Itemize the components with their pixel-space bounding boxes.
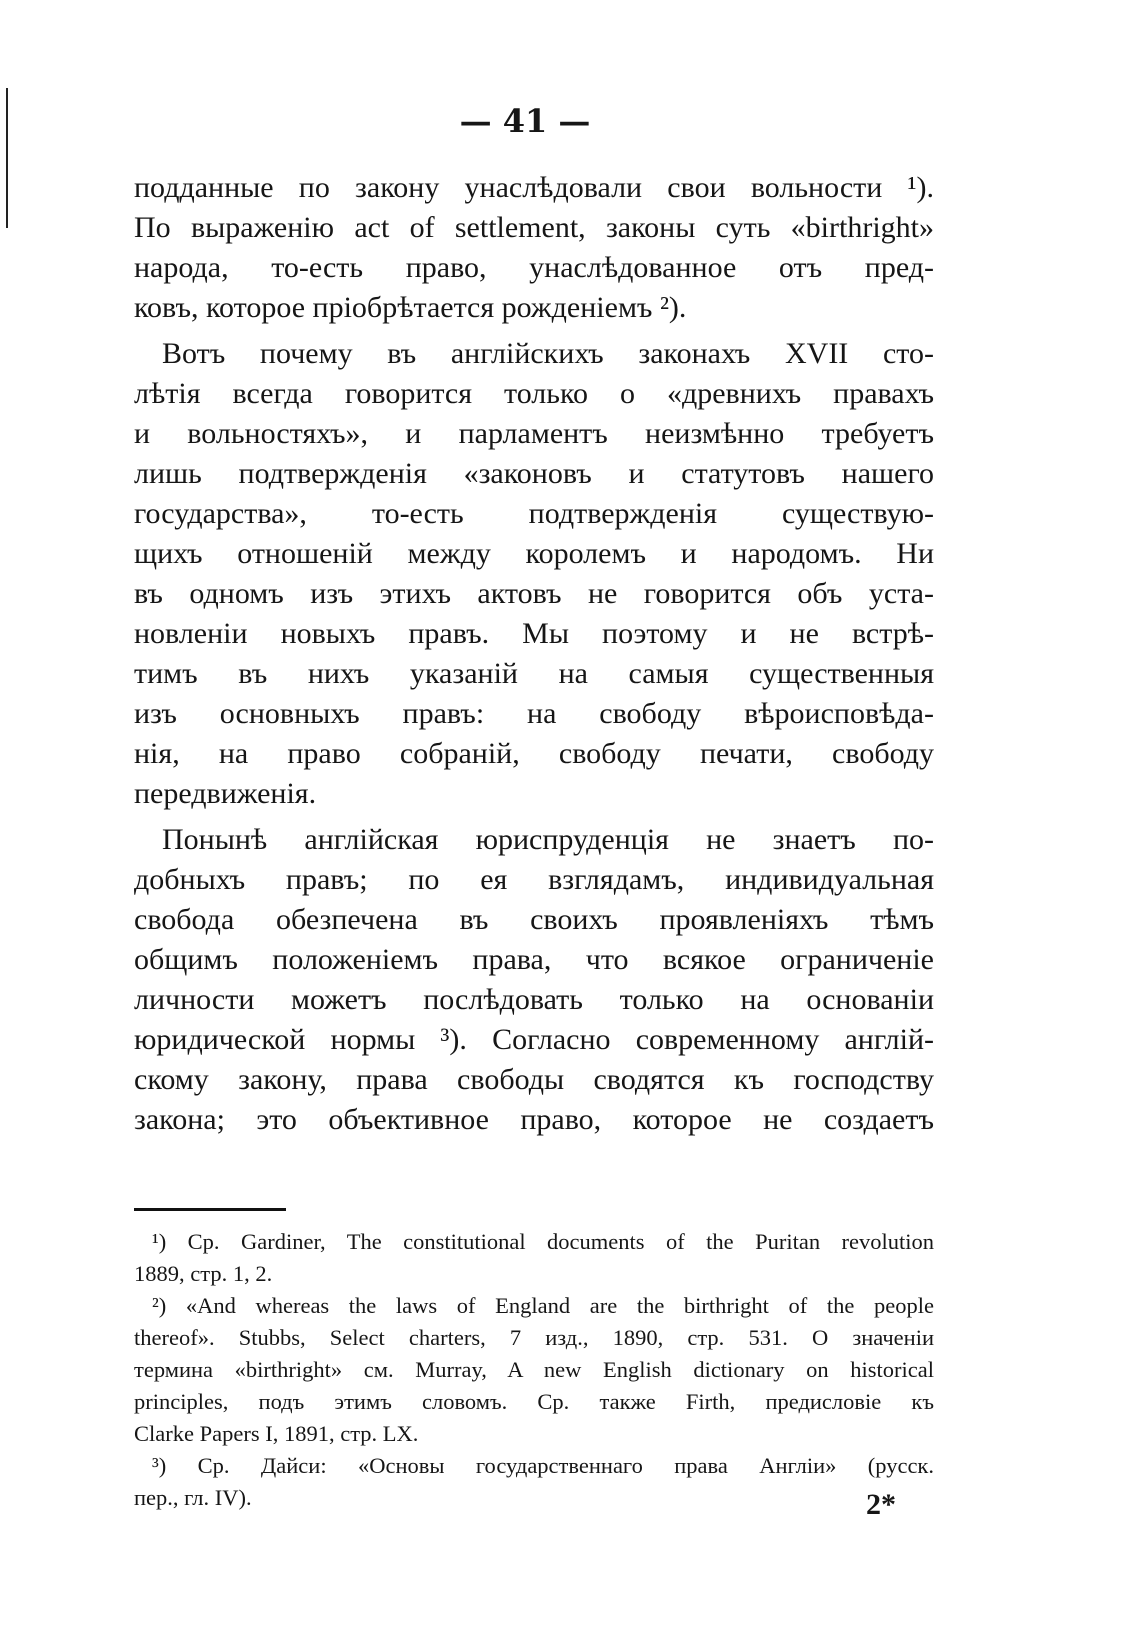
text-line: ковъ, которое пріобрѣтается рожденіемъ ²). (134, 291, 687, 324)
body-text (134, 168, 934, 1146)
text-line: нія, на право собраній, свободу печати, свободу (134, 737, 934, 770)
text-line: лишь подтвержденія «законовъ и статутовъ нашего (134, 457, 934, 490)
text-line: въ одномъ изъ этихъ актовъ не говорится объ уста- (134, 577, 934, 610)
text-line: и вольностяхъ», и парламентъ неизмѣнно требуетъ (134, 417, 934, 450)
footnote-line: ³) Ср. Дайси: «Основы государственнаго права Англіи» (русск. (152, 1453, 934, 1478)
text-line: государства», то-есть подтвержденія существую- (134, 497, 934, 530)
footnote-line: 1889, стр. 1, 2. (134, 1261, 273, 1286)
footnote-line: Clarke Papers I, 1891, стр. LX. (134, 1421, 419, 1446)
text-line: передвиженія. (134, 777, 317, 810)
text-line: личности можетъ послѣдовать только на основаніи (134, 983, 934, 1016)
footnote-3 (134, 1450, 934, 1514)
text-line: подданные по закону унаслѣдовали свои вольности ¹). (134, 171, 934, 204)
paragraph (134, 334, 934, 814)
signature-mark: 2* (866, 1488, 896, 1521)
text-line: щихъ отношеній между королемъ и народомъ. Ни (134, 537, 934, 570)
footnote-line: thereof». Stubbs, Select charters, 7 изд., 1890, стр. 531. О значеніи (134, 1325, 934, 1350)
text-line: новленіи новыхъ правъ. Мы поэтому и не встрѣ- (134, 617, 934, 650)
footnotes (134, 1226, 934, 1514)
text-line: добныхъ правъ; по ея взглядамъ, индивидуальная (134, 863, 934, 896)
footnote-separator (134, 1208, 286, 1211)
text-line: По выраженію act of settlement, законы суть «birthright» (134, 211, 934, 244)
footnote-line: ²) «And whereas the laws of England are the birthright of the people (152, 1293, 934, 1318)
page-number: — 41 — (459, 102, 591, 140)
text-line: скому закону, права свободы сводятся къ господству (134, 1063, 934, 1096)
text-line: лѣтія всегда говорится только о «древнихъ правахъ (134, 377, 934, 410)
text-line: свобода обезпечена въ своихъ проявленіяхъ тѣмъ (134, 903, 934, 936)
text-line: народа, то-есть право, унаслѣдованное отъ пред- (134, 251, 934, 284)
paragraph (134, 168, 934, 328)
text-line: Вотъ почему въ англійскихъ законахъ XVII сто- (162, 337, 934, 370)
footnote-2 (134, 1290, 934, 1450)
text-line: тимъ въ нихъ указаній на самыя существенныя (134, 657, 934, 690)
text-line: Понынѣ англійская юриспруденція не знаетъ по- (162, 823, 934, 856)
text-line: закона; это объективное право, которое не создаетъ (134, 1103, 934, 1136)
footnote-1 (134, 1226, 934, 1290)
footnote-line: пер., гл. IV). (134, 1485, 252, 1510)
footnote-line: principles, подъ этимъ словомъ. Ср. также Firth, предисловіе къ (134, 1389, 934, 1414)
text-line: юридической нормы ³). Согласно современному англій- (134, 1023, 934, 1056)
paragraph (134, 820, 934, 1140)
text-line: изъ основныхъ правъ: на свободу вѣроисповѣда- (134, 697, 934, 730)
footnote-line: ¹) Ср. Gardiner, The constitutional documents of the Puritan revolution (152, 1229, 934, 1254)
footnote-line: термина «birthright» см. Murray, A new English dictionary on historical (134, 1357, 934, 1382)
text-line: общимъ положеніемъ права, что всякое ограниченіе (134, 943, 934, 976)
